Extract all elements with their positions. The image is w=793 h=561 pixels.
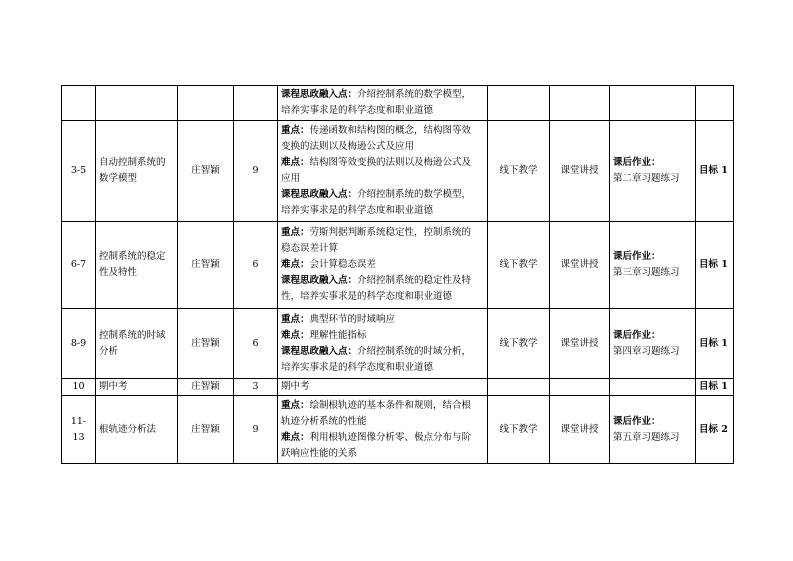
goal-cell: 目标 1 [696,379,734,396]
hours-cell [234,86,278,121]
homework-cell [610,86,696,121]
goal-cell [696,86,734,121]
hours-cell: 9 [234,396,278,464]
week-cell: 11-13 [62,396,96,464]
week-cell: 3-5 [62,121,96,222]
content-cell: 课程思政融入点：介绍控制系统的数学模型， 培养实事求是的科学态度和职业道德 [278,86,488,121]
table-row [62,222,734,309]
content-cell: 重点：典型环节的时域响应 难点：理解性能指标 课程思政融入点：介绍控制系统的时域分析， 培养实事求是的科学态度和职业道德 [278,309,488,379]
hours-cell: 9 [234,121,278,222]
method-cell: 课堂讲授 [550,121,610,222]
hours-cell: 6 [234,222,278,309]
content-cell: 重点：传递函数和结构图的概念，结构图等效 变换的法则以及梅逊公式及应用 难点：结构图等效变换的法则以及梅逊公式及 应用 课程思政融入点：介绍控制系统的数学模型， 培养实事求是的科学态度和职业道德 [278,121,488,222]
method-cell: 课堂讲授 [550,222,610,309]
week-cell: 6-7 [62,222,96,309]
teacher-cell: 庄智颖 [178,379,234,396]
teacher-cell [178,86,234,121]
topic-cell [96,86,178,121]
table-row [62,309,734,379]
mode-cell: 线下教学 [488,222,550,309]
teacher-cell: 庄智颖 [178,222,234,309]
table-row [62,86,734,121]
content-cell: 重点：绘制根轨迹的基本条件和规则，结合根 轨迹分析系统的性能 难点：利用根轨迹图像分析零、极点分布与阶 跃响应性能的关系 [278,396,488,464]
topic-cell: 根轨迹分析法 [96,396,178,464]
method-cell: 课堂讲授 [550,309,610,379]
mode-cell [488,86,550,121]
homework-cell: 课后作业： 第五章习题练习 [610,396,696,464]
week-cell: 8-9 [62,309,96,379]
homework-cell [610,379,696,396]
table-row [62,396,734,464]
week-cell [62,86,96,121]
content-cell: 期中考 [278,379,488,396]
hours-cell: 6 [234,309,278,379]
teacher-cell: 庄智颖 [178,396,234,464]
method-cell [550,86,610,121]
method-cell: 课堂讲授 [550,396,610,464]
topic-cell: 自动控制系统的 数学模型 [96,121,178,222]
mode-cell [488,379,550,396]
goal-cell: 目标 2 [696,396,734,464]
homework-cell: 课后作业： 第三章习题练习 [610,222,696,309]
goal-cell: 目标 1 [696,121,734,222]
week-cell: 10 [62,379,96,396]
mode-cell: 线下教学 [488,309,550,379]
goal-cell: 目标 1 [696,222,734,309]
topic-cell: 期中考 [96,379,178,396]
hours-cell: 3 [234,379,278,396]
teacher-cell: 庄智颖 [178,121,234,222]
teacher-cell: 庄智颖 [178,309,234,379]
table-row [62,379,734,396]
mode-cell: 线下教学 [488,121,550,222]
goal-cell: 目标 1 [696,309,734,379]
mode-cell: 线下教学 [488,396,550,464]
homework-cell: 课后作业： 第四章习题练习 [610,309,696,379]
content-cell: 重点：劳斯判据判断系统稳定性，控制系统的 稳态误差计算 难点：会计算稳态误差 课程思政融入点：介绍控制系统的稳定性及特 性，培养实事求是的科学态度和职业道德 [278,222,488,309]
method-cell [550,379,610,396]
homework-cell: 课后作业： 第二章习题练习 [610,121,696,222]
topic-cell: 控制系统的时域 分析 [96,309,178,379]
topic-cell: 控制系统的稳定 性及特性 [96,222,178,309]
course-schedule-table [61,85,734,464]
table-row [62,121,734,222]
